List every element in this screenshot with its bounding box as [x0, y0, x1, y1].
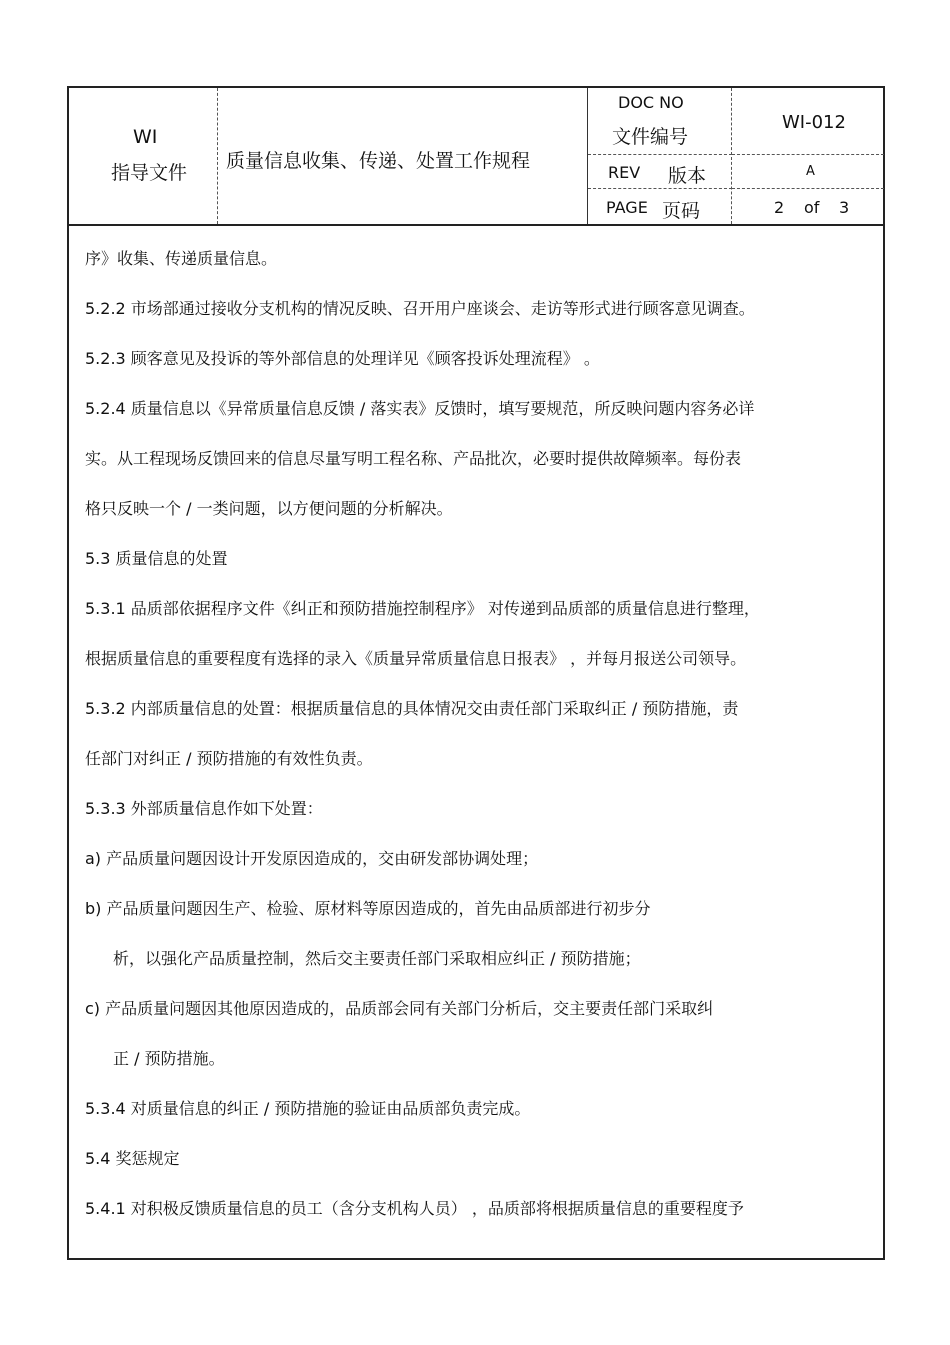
rev-value-cell	[732, 154, 884, 188]
body-line: 5.2.2 市场部通过接收分支机构的情况反映、召开用户座谈会、走访等形式进行顾客意见调查。	[85, 299, 755, 318]
label-column	[587, 88, 731, 224]
page-total: 3	[839, 198, 850, 217]
body-line: 序》收集、传递质量信息。	[85, 249, 278, 268]
section-heading: 5.3 质量信息的处置	[85, 549, 228, 568]
document-header	[69, 88, 883, 226]
document-frame	[67, 86, 885, 1260]
value-column	[731, 88, 883, 224]
doc-type-cell	[69, 88, 217, 224]
body-line: 5.3.3 外部质量信息作如下处置：	[85, 799, 323, 818]
page-label-cell	[588, 188, 732, 224]
list-item: b) 产品质量问题因生产、检验、原材料等原因造成的，首先由品质部进行初步分	[85, 899, 651, 918]
doc-type-name: 指导文件	[111, 162, 188, 184]
rev-label-en: REV	[608, 163, 641, 182]
body-line: 5.3.4 对质量信息的纠正 / 预防措施的验证由品质部负责完成。	[85, 1099, 531, 1118]
list-item: a) 产品质量问题因设计开发原因造成的，交由研发部协调处理；	[85, 849, 539, 868]
doc-no-value: WI-012	[782, 112, 846, 133]
body-line: 格只反映一个 / 一类问题，以方便问题的分析解决。	[85, 499, 453, 518]
page-current: 2	[774, 198, 785, 217]
body-line: 5.4.1 对积极反馈质量信息的员工（含分支机构人员） ，品质部将根据质量信息的重要程度予	[85, 1199, 744, 1218]
doc-no-label-en: DOC NO	[618, 93, 684, 112]
body-line: 根据质量信息的重要程度有选择的录入《质量异常质量信息日报表》 ，并每月报送公司领导。	[85, 649, 747, 668]
body-line: 5.3.2 内部质量信息的处置：根据质量信息的具体情况交由责任部门采取纠正 / 预防措施，责	[85, 699, 739, 718]
page-label-en: PAGE	[606, 198, 648, 217]
list-item-continuation: 析，以强化产品质量控制，然后交主要责任部门采取相应纠正 / 预防措施；	[113, 949, 641, 968]
body-line: 5.2.4 质量信息以《异常质量信息反馈 / 落实表》反馈时，填写要规范，所反映问题内容务必详	[85, 399, 755, 418]
title-cell	[217, 88, 587, 224]
doc-no-label-cn: 文件编号	[612, 126, 689, 148]
doc-type-code: WI	[133, 126, 158, 148]
page-of: of	[804, 198, 820, 217]
rev-value: A	[806, 164, 815, 179]
rev-label-cell	[588, 154, 732, 188]
body-line: 实。从工程现场反馈回来的信息尽量写明工程名称、产品批次，必要时提供故障频率。每份表	[85, 449, 742, 468]
rev-label-cn: 版本	[668, 165, 707, 187]
body-line: 5.2.3 顾客意见及投诉的等外部信息的处理详见《顾客投诉处理流程》 。	[85, 349, 600, 368]
list-item: c) 产品质量问题因其他原因造成的，品质部会同有关部门分析后，交主要责任部门采取纠	[85, 999, 714, 1018]
list-item-continuation: 正 / 预防措施。	[113, 1049, 225, 1068]
page-value-cell	[732, 188, 884, 224]
body-line: 5.3.1 品质部依据程序文件《纠正和预防措施控制程序》 对传递到品质部的质量信息进行整理，	[85, 599, 760, 618]
page-label-cn: 页码	[662, 200, 701, 222]
body-line: 任部门对纠正 / 预防措施的有效性负责。	[85, 749, 373, 768]
section-heading: 5.4 奖惩规定	[85, 1149, 180, 1168]
document-title: 质量信息收集、传递、处置工作规程	[226, 150, 531, 172]
